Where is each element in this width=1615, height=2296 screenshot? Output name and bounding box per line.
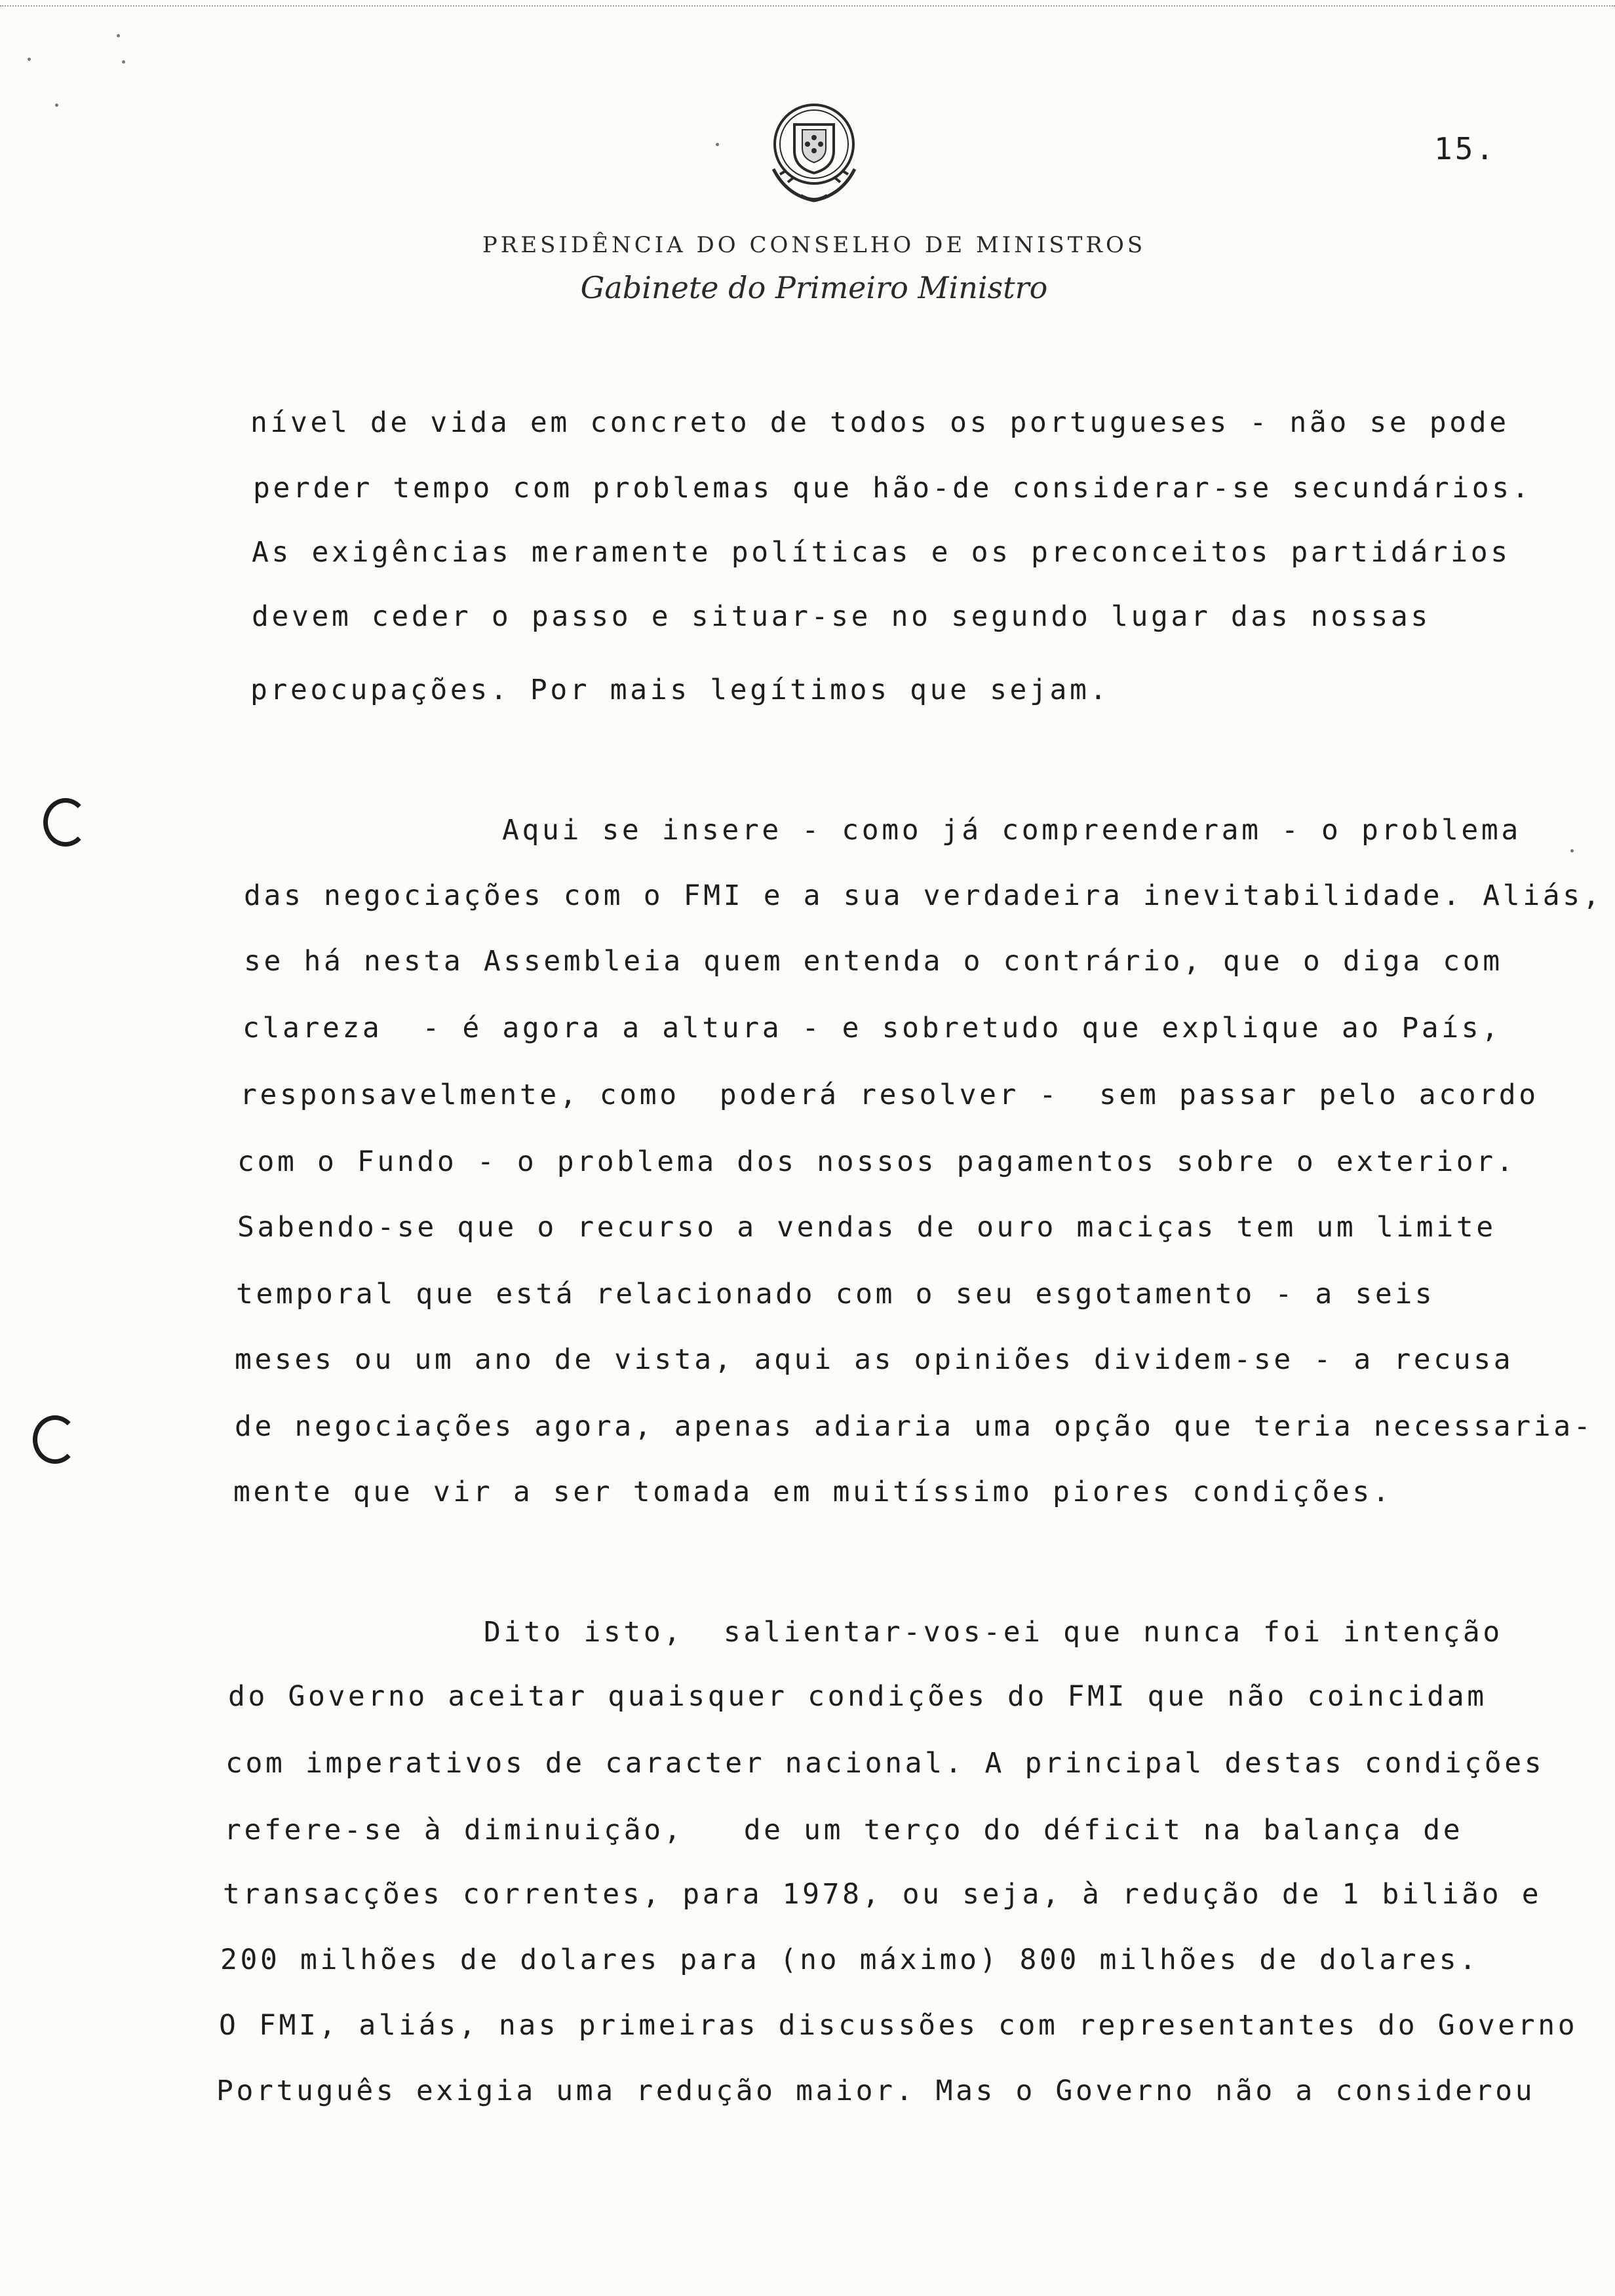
letterhead-office-name: Gabinete do Primeiro Ministro	[580, 270, 1048, 305]
scan-speck	[122, 60, 125, 64]
text-line: As exigências meramente políticas e os preconceitos partidários	[252, 536, 1511, 569]
scan-speck	[716, 143, 719, 146]
text-line: responsavelmente, como poderá resolver - sem passar pelo acordo	[240, 1079, 1539, 1111]
text-line: nível de vida em concreto de todos os portugueses - não se pode	[250, 406, 1509, 439]
text-line: preocupações. Por mais legítimos que sejam.	[250, 674, 1110, 706]
binder-hole-lower	[33, 1415, 77, 1464]
text-line: com imperativos de caracter nacional. A principal destas condições	[225, 1747, 1545, 1780]
scan-speck	[55, 104, 58, 107]
text-line: transacções correntes, para 1978, ou seja, à redução de 1 bilião e	[223, 1878, 1542, 1911]
text-line: refere-se à diminuição, de um terço do déficit na balança de	[224, 1814, 1464, 1846]
text-line: com o Fundo - o problema dos nossos pagamentos sobre o exterior.	[237, 1145, 1517, 1178]
coat-of-arms-emblem	[762, 97, 866, 208]
text-line: perder tempo com problemas que hão-de considerar-se secundários.	[253, 472, 1532, 505]
text-line: Aqui se insere - como já compreenderam - o problema	[502, 814, 1521, 847]
text-line: 200 milhões de dolares para (no máximo) 800 milhões de dolares.	[220, 1943, 1479, 1976]
text-line: meses ou um ano de vista, aqui as opiniões dividem-se - a recusa	[235, 1343, 1514, 1376]
text-line: mente que vir a ser tomada em muitíssimo piores condições.	[233, 1476, 1393, 1508]
text-line: temporal que está relacionado com o seu esgotamento - a seis	[236, 1278, 1435, 1311]
text-line: das negociações com o FMI e a sua verdadeira inevitabilidade. Aliás,	[244, 879, 1603, 912]
scan-speck	[117, 34, 120, 37]
letterhead-org-name: PRESIDÊNCIA DO CONSELHO DE MINISTROS	[482, 232, 1146, 258]
scan-speck	[28, 58, 31, 61]
text-line: Dito isto, salientar-vos-ei que nunca foi intenção	[484, 1616, 1503, 1649]
text-line: se há nesta Assembleia quem entenda o contrário, que o diga com	[244, 945, 1503, 978]
text-line: do Governo aceitar quaisquer condições do FMI que não coincidam	[228, 1680, 1487, 1713]
scan-speck	[1570, 849, 1574, 852]
binder-hole-upper	[43, 798, 88, 847]
text-line: Português exigia uma redução maior. Mas o Governo não a considerou	[216, 2075, 1536, 2107]
text-line: Sabendo-se que o recurso a vendas de ouro maciças tem um limite	[237, 1211, 1496, 1244]
page-top-edge	[0, 0, 1615, 7]
page-number: 15.	[1434, 131, 1497, 166]
text-line: devem ceder o passo e situar-se no segundo lugar das nossas	[252, 600, 1431, 633]
text-line: de negociações agora, apenas adiaria uma opção que teria necessaria-	[235, 1410, 1594, 1443]
text-line: O FMI, aliás, nas primeiras discussões com representantes do Governo	[219, 2009, 1578, 2042]
text-line: clareza - é agora a altura - e sobretudo que explique ao País,	[243, 1012, 1502, 1044]
